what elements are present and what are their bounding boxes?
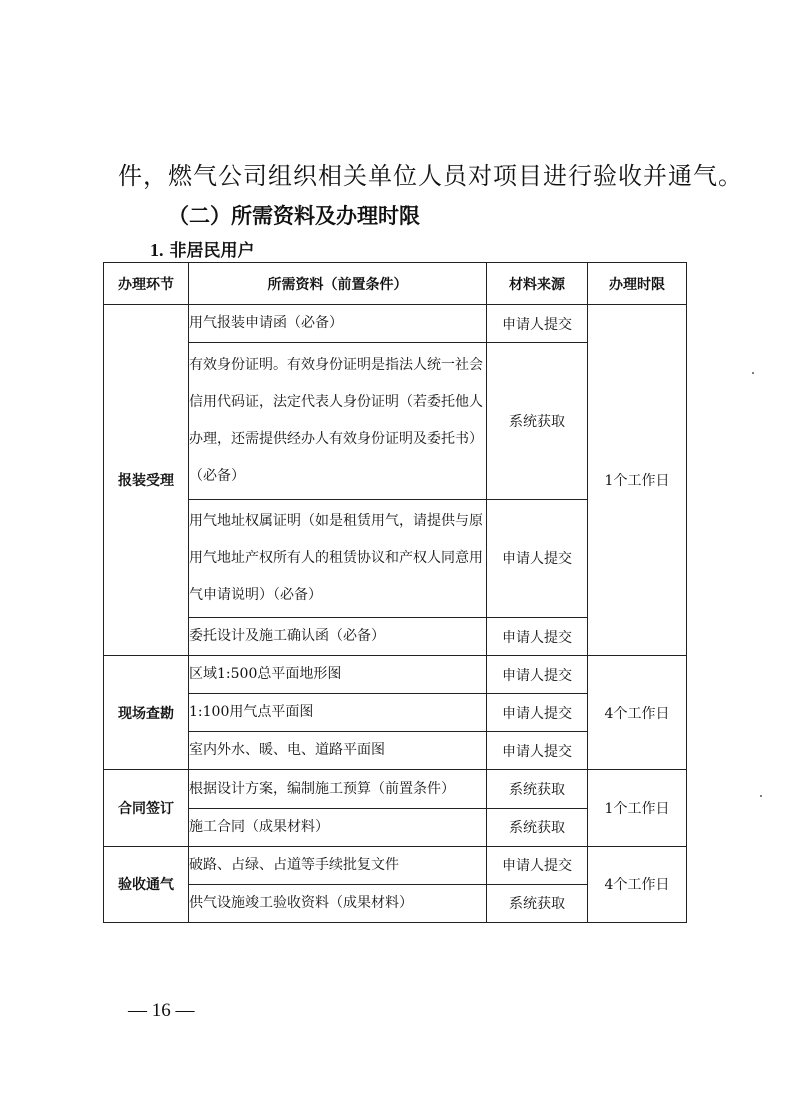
source-cell: 系统获取	[487, 343, 588, 499]
time-limit-cell: 4个工作日	[588, 656, 687, 770]
material-cell: 1:100用气点平面图	[189, 694, 487, 732]
material-cell: 用气地址权属证明（如是租赁用气，请提供与原用气地址产权所有人的租赁协议和产权人同意用气申请说明）（必备）	[189, 499, 487, 617]
intro-paragraph: 件，燃气公司组织相关单位人员对项目进行验收并通气。	[118, 162, 743, 190]
source-cell: 申请人提交	[487, 499, 588, 617]
stage-cell: 现场查勘	[104, 656, 189, 770]
table-row	[104, 656, 687, 694]
source-cell: 申请人提交	[487, 618, 588, 656]
subsection-number: 1.	[150, 240, 164, 260]
stage-cell: 报装受理	[104, 305, 189, 656]
source-cell: 系统获取	[487, 808, 588, 846]
header-stage: 办理环节	[104, 263, 189, 305]
scan-speck	[752, 372, 754, 374]
material-cell: 根据设计方案，编制施工预算（前置条件）	[189, 770, 487, 808]
material-cell: 室内外水、暖、电、道路平面图	[189, 732, 487, 770]
time-limit-cell: 1个工作日	[588, 770, 687, 846]
page-number: — 16 —	[128, 1000, 195, 1021]
time-limit-cell: 4个工作日	[588, 846, 687, 922]
source-cell: 申请人提交	[487, 305, 588, 343]
source-cell: 申请人提交	[487, 656, 588, 694]
material-cell: 有效身份证明。有效身份证明是指法人统一社会信用代码证，法定代表人身份证明（若委托他人办理，还需提供经办人有效身份证明及委托书）（必备）	[189, 343, 487, 499]
material-cell: 用气报装申请函（必备）	[189, 305, 487, 343]
source-cell: 系统获取	[487, 770, 588, 808]
section-heading: （二）所需资料及办理时限	[168, 204, 420, 228]
source-cell: 申请人提交	[487, 694, 588, 732]
material-cell: 破路、占绿、占道等手续批复文件	[189, 846, 487, 884]
stage-cell: 验收通气	[104, 846, 189, 922]
time-limit-cell: 1个工作日	[588, 305, 687, 656]
source-cell: 申请人提交	[487, 846, 588, 884]
table-row	[104, 305, 687, 343]
source-cell: 系统获取	[487, 884, 588, 922]
header-materials: 所需资料（前置条件）	[189, 263, 487, 305]
stage-cell: 合同签订	[104, 770, 189, 846]
header-source: 材料来源	[487, 263, 588, 305]
material-cell: 施工合同（成果材料）	[189, 808, 487, 846]
requirements-table	[103, 262, 687, 923]
material-cell: 供气设施竣工验收资料（成果材料）	[189, 884, 487, 922]
source-cell: 申请人提交	[487, 732, 588, 770]
table-row	[104, 770, 687, 808]
material-cell: 委托设计及施工确认函（必备）	[189, 618, 487, 656]
header-time-limit: 办理时限	[588, 263, 687, 305]
subsection-title: 非居民用户	[169, 241, 255, 261]
table-row	[104, 846, 687, 884]
table-header-row	[104, 263, 687, 305]
scan-speck	[760, 795, 762, 797]
material-cell: 区域1:500总平面地形图	[189, 656, 487, 694]
subsection-heading	[150, 236, 255, 261]
